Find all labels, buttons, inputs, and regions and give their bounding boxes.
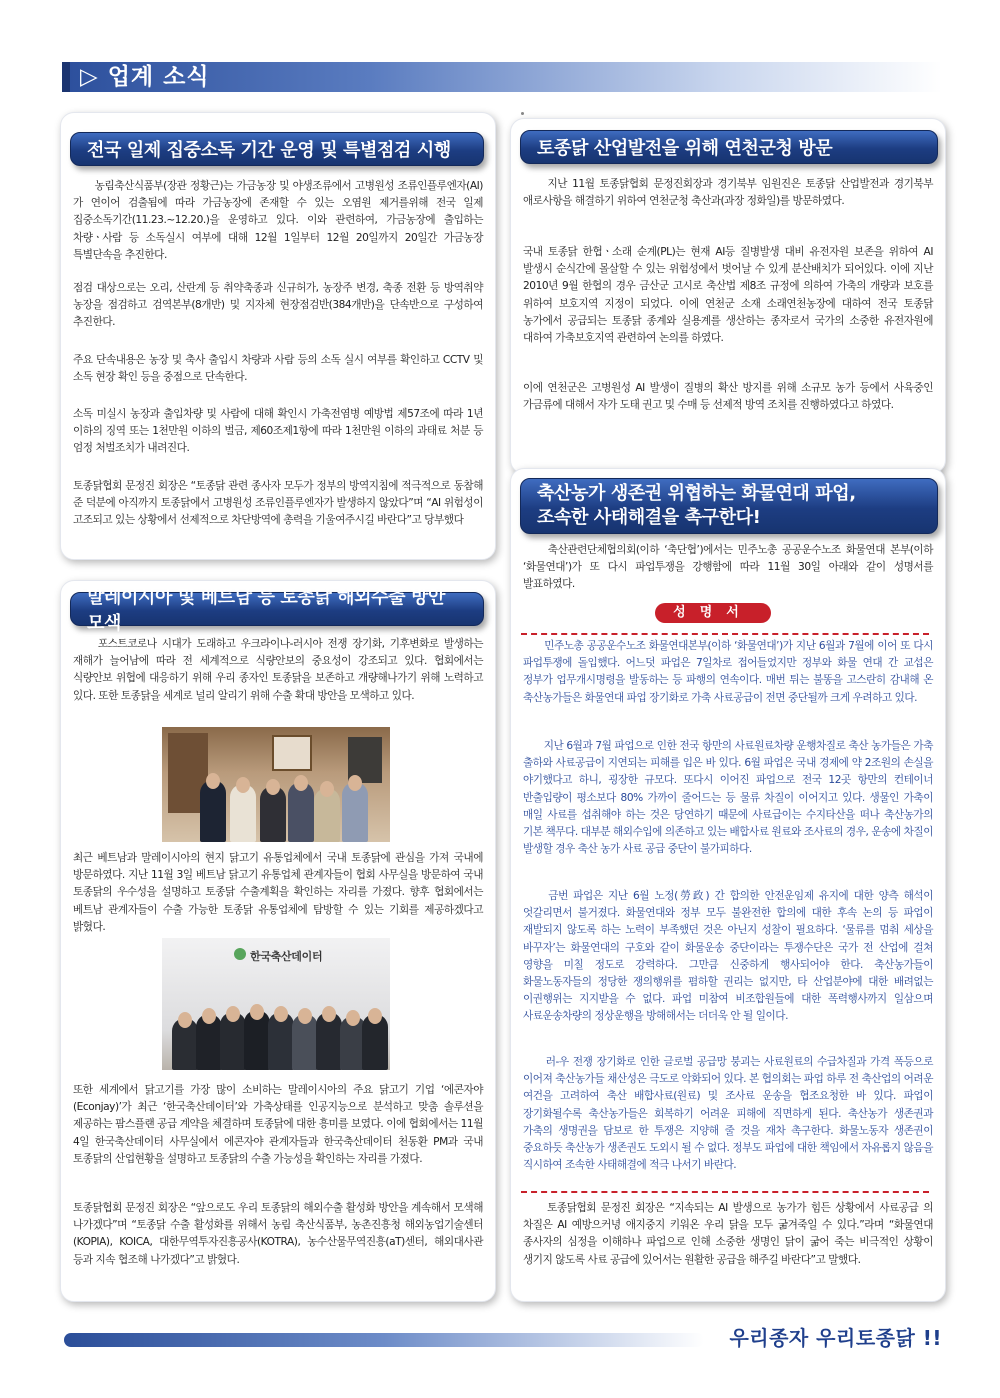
statement-paragraph: 금번 파업은 지난 6월 노정(勞政) 간 합의한 안전운임제 유지에 대한 양측 해석이 엇갈리면서 불거졌다. 화물연대와 정부 모두 불완전한 합의에 대한 후속 논의 등 파업이 재발되지 않도록 하는 노력이 부족했던 것은 아닌지 성찰이 필요하다. ‘물류를 멈춰 세상을 바꾸자’는 화물연대의 구호와 같이 화물운송 중단이라는 투쟁수단은 국가 전 산업에 걸쳐 영향을 미칠 정도로 강력하다. 그만큼 신중하게 행사되어야 한다. 축산농가들이 화물노동자들의 정당한 쟁의행위를 폄하할 권리는 없지만, 타 산업분야에 대한 배려없는 이권행위는 지지받을 수 없다. 파업 미참여 비조합원들에 대한 폭력행사까지 일삼으며 사료운송차량의 정상운행을 방해해서는 더더욱 안 될 일이다. (523, 890, 933, 1023)
statement-badge: 성명서 (655, 603, 771, 623)
article-heading-strike (520, 478, 938, 534)
article-paragraph: 최근 베트남과 말레이시아의 현지 닭고기 유통업체에서 국내 토종닭에 관심을 가져 국내에 방문하였다. 지난 11월 3일 베트남 닭고기 유통업체 관계자들이 협회 사무실을 방문하여 국내 토종닭의 우수성을 설명하고 토종닭 수출계획을 확인하는 자리를 가졌다. 향후 협회에서는 베트남 관계자들이 수출 가능한 토종닭 유통업체에 탐방할 수 있는 기회를 제공하겠다고 밝혔다. (73, 852, 483, 933)
article-paragraph: 포스트코로나 시대가 도래하고 우크라이나-러시아 전쟁 장기화, 기후변화로 발생하는 재해가 늘어남에 따라 전 세계적으로 식량안보의 중요성이 강조되고 있다. 협회에서는 식량안보 위협에 대응하기 위해 우리 종자인 토종닭을 보존하고 개량해나가기 위해 노력하고 있다. 또한 토종닭을 세계로 널리 알리기 위해 수출 확대 방안을 모색하고 있다. (73, 638, 483, 702)
article-paragraph: 이에 연천군은 고병원성 AI 발생이 질병의 확산 방지를 위해 소규모 농가 등에서 사육중인 가금류에 대해서 자가 도태 권고 및 수매 등 선제적 방역 조치를 진행하였다고 하였다. (523, 382, 933, 412)
stray-dot (521, 112, 524, 115)
article-heading-yeoncheon: 토종닭 산업발전을 위해 연천군청 방문 (520, 130, 938, 164)
article-paragraph: 농림축산식품부(장관 정황근)는 가금농장 및 야생조류에서 고병원성 조류인플루엔자(AI)가 연이어 검출됨에 따라 가금농장에 존재할 수 있는 오염원 제거를위해 전국 일제 집중소독기간(11.23.~12.20.)을 운영하고 있다. 이와 관련하여, 가금농장에 출입하는 차량ㆍ사람 등 소독실시 여부에 대해 12월 1일부터 12월 20일까지 20일간 가금농장 특별단속을 추진한다. (73, 180, 483, 261)
statement-paragraph: 민주노총 공공운수노조 화물연대본부(이하 ‘화물연대’)가 지난 6월과 7월에 이어 또 다시 파업투쟁에 돌입했다. 어느덧 파업은 7일차로 접어들었지만 정부와 화물 연대 간 교섭은 정부가 업무개시명령을 발동하는 등 파행의 연속이다. 매번 튀는 불똥을 고스란히 감내해 온 축산농가들은 화물연대 파업 장기화로 가축 사료공급이 전면 중단될까 크게 우려하고 있다. (523, 640, 933, 704)
article-paragraph: 국내 토종닭 한협ㆍ소래 순계(PL)는 현재 AI등 질병발생 대비 유전자원 보존을 위하여 AI 발생시 순식간에 몰살할 수 있는 위험성에서 벗어날 수 있게 분산배치가 되어있다. 이에 지난 2010년 9월 한협의 경우 금산군 고시로 축산법 제8조 규정에 의하여 가축의 개량과 보호를 위하여 보호지역 지정이 되었다. 이에 연천군 소재 소래연천농장에 대하여 전국 토종닭 농가에서 공급되는 토종닭 종계와 실용계를 생산하는 종자로서 국가의 소중한 유전자원에 대하여 가축보호지역 관련하여 논의를 하였다. (523, 246, 933, 345)
article-paragraph: 축산관련단체협의회(이하 ‘축단협’)에서는 민주노총 공공운수노조 화물연대 본부(이하 ‘화물연대’)가 또 다시 파업투쟁을 강행함에 따라 11월 30일 아래와 같이 성명서를 발표하였다. (523, 544, 933, 591)
strike-heading-line1: 축산농가 생존권 위협하는 화물연대 파업, (537, 483, 856, 504)
article-quote: 토종닭협회 문정진 회장은 “앞으로도 우리 토종닭의 해외수출 활성화 방안을 계속해서 모색해 나가겠다”며 “토종닭 수출 활성화를 위해서 농림 축산식품부, 농촌진흥청 해외농업기술센터(KOPIA), KOICA, 대한무역투자진흥공사(KOTRA), 농수산물무역진흥(aT)센터, 해외대사관 등과 지속 협조해 나가겠다”고 밝혔다. (73, 1202, 483, 1266)
article-heading-export: 말레이시아 및 베트남 등 토종닭 해외수출 방안 모색 (70, 592, 484, 626)
article-paragraph: 지난 11월 토종닭협회 문정진회장과 경기북부 임원진은 토종닭 산업발전과 경기북부 애로사항을 해결하기 위하여 연천군청 축산과(과장 정화일)를 방문하였다. (523, 178, 933, 208)
article-paragraph: 점검 대상으로는 오리, 산란계 등 취약축종과 신규허가, 농장주 변경, 축종 전환 등 방역취약 농장을 점검하고 검역본부(8개반) 및 지자체 현장점검반(384개반)을 단속반으로 구성하여 추진한다. (73, 282, 483, 329)
article-paragraph: 주요 단속내용은 농장 및 축사 출입시 차량과 사람 등의 소독 실시 여부를 확인하고 CCTV 및 소독 현장 확인 등을 중점으로 단속한다. (73, 354, 483, 384)
article-paragraph: 또한 세계에서 닭고기를 가장 많이 소비하는 말레이시아의 주요 닭고기 기업 ‘에콘자야(Econjay)’가 최근 ‘한국축산데이터’와 가축상태를 인공지능으로 분석하고 맞춤 솔루션을 제공하는 팜스플랜 공급 계약을 체결하며 토종닭에 대한 흥미를 보였다. 이에 협회에서는 11월 4일 한국축산데이터 사무실에서 에콘자야 관계자들과 한국축산데이터 천동환 PM과 국내 토종닭의 산업현황을 설명하고 토종닭의 수출 가능성을 확인하는 자리를 가졌다. (73, 1084, 483, 1165)
article-paragraph: 소독 미실시 농장과 출입차량 및 사람에 대해 확인시 가축전염병 예방법 제57조에 따라 1년 이하의 징역 또는 1천만원 이하의 벌금, 제60조제1항에 따라 1천만원 이하의 과태료 처분 등 엄정 처벌조치가 내려진다. (73, 408, 483, 455)
meeting-photo-malaysia (162, 938, 390, 1070)
meeting-photo-vietnam (162, 727, 390, 842)
office-sign: 한국축산데이터 (250, 950, 323, 963)
footer-bar (64, 1333, 704, 1347)
statement-top-divider (521, 633, 929, 635)
section-title: ▷ 업계 소식 (80, 64, 210, 90)
statement-bottom-divider (521, 1191, 929, 1193)
article-quote: 토종닭협회 문정진 회장은 “지속되는 AI 발생으로 농가가 힘든 상황에서 사료공급 의 차질은 AI 예방으커녕 애지중지 키워온 우리 닭을 모두 굶겨죽일 수 있다.”라며 “화물연대 종사자의 심정을 이해하나 파업으로 인해 소중한 생명인 닭이 굶어 죽는 비극적인 상황이 생기지 않도록 사료 공급에 있어서는 원활한 공급을 해주길 바란다”고 말했다. (523, 1202, 933, 1266)
article-quote: 토종닭협회 문정진 회장은 “토종닭 관련 종사자 모두가 정부의 방역지침에 적극적으로 동참해 준 덕분에 아직까지 토종닭에서 고병원성 조류인플루엔자가 발생하지 않았다”며 “AI 위험성이 고조되고 있는 상황에서 선제적으로 차단방역에 총력을 기울여주시길 바란다”고 당부했다 (73, 480, 483, 527)
footer-slogan: 우리종자 우리토종닭 !! (729, 1326, 942, 1350)
statement-paragraph: 러-우 전쟁 장기화로 인한 글로벌 공급망 붕괴는 사료원료의 수급차질과 가격 폭등으로 이어져 축산농가들 채산성은 극도로 악화되어 있다. 본 협의회는 파업 하루 전 축산업의 어려운 여건을 고려하여 축산 배합사료(원료) 및 조사료 운송을 협조요청한 바 있다. 파업이 장기화될수록 축산농가들은 회복하기 어려운 피해에 직면하게 된다. 축산농가 생존권과 가축의 생명권을 담보로 한 투쟁은 지양해 줄 것을 재차 촉구한다. 화물노동자 생존권이 중요하듯 축산농가 생존권도 도외시 될 수 없다. 정부도 파업에 대한 책임에서 자유롭지 않음을 직시하여 조속한 사태해결에 적극 나서기 바란다. (523, 1056, 933, 1172)
strike-heading-line2: 조속한 사태해결을 촉구한다! (537, 507, 761, 528)
article-heading-disinfection: 전국 일제 집중소독 기간 운영 및 특별점검 시행 (70, 132, 484, 166)
statement-paragraph: 지난 6월과 7월 파업으로 인한 전국 항만의 사료원료차량 운행차질로 축산 농가들은 가축 출하와 사료공급이 지연되는 피해를 입은 바 있다. 6월 파업은 국내 경제에 약 2조원의 손실을 야기했다고 하니, 굉장한 규모다. 또다시 이어진 파업으로 전국 12곳 항만의 컨테이너 반출입량이 평소보다 80% 가까이 줄어드는 등 물류 차질이 이어지고 있다. 생물인 가축이 매일 사료를 섭취해야 하는 것은 당연하기 때문에 사료급이는 수지타산을 떠나 축산농가의 기본 책무다. 대부분 해외수입에 의존하고 있는 배합사료 원료와 조사료의 경우, 운송에 차질이 발생할 경우 축산 농가 사료 공급 중단이 불가피하다. (523, 740, 933, 856)
